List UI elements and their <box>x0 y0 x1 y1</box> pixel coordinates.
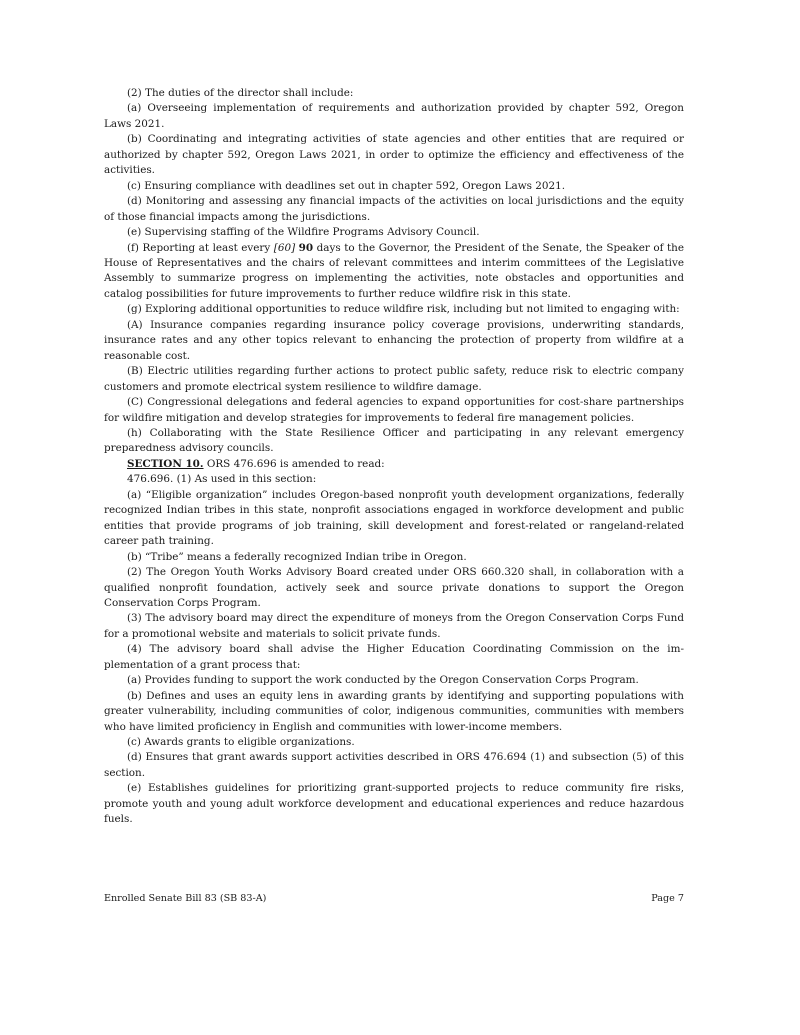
paragraph-duty-a: (a) Overseeing implementation of requirements and authorization provided by chapter 592, Oregon Laws 2021. <box>104 102 684 130</box>
paragraph-definition-a: (a) “Eligible organization” includes Oregon-based nonprofit youth development organizations, federally recognized Indian tribes in this state, nonprofit associations engaged in workforce development and public entities that provide programs of job training, skill development and forest-related or rangeland-related career path training. <box>104 488 684 548</box>
paragraph-duty-d: (d) Monitoring and assessing any financial impacts of the activities on local jurisdictions and the equity of those financial impacts among the jurisdictions. <box>104 195 684 223</box>
paragraph-section-10 <box>104 457 684 472</box>
paragraph-duty-e: (e) Supervising staffing of the Wildfire Programs Advisory Council. <box>127 226 480 239</box>
paragraph-duty-g-B: (B) Electric utilities regarding further actions to protect public safety, reduce risk to electric company customers and promote electrical system resilience to wildfire damage. <box>104 365 684 393</box>
paragraph-subsection-2: (2) The Oregon Youth Works Advisory Board created under ORS 660.320 shall, in collaboration with a qualified nonprofit foundation, actively seek and source private donations to support the Oregon Conservation Corps Program. <box>104 566 684 609</box>
paragraph-duty-h: (h) Collaborating with the State Resilience Officer and participating in any relevant emergency preparedness advisory councils. <box>104 426 684 455</box>
paragraph-grant-a: (a) Provides funding to support the work conducted by the Oregon Conservation Corps Program. <box>127 674 639 687</box>
added-text: 90 <box>298 241 314 254</box>
paragraph-ors-476-696: 476.696. (1) As used in this section: <box>127 473 317 486</box>
paragraph-duty-g-A: (A) Insurance companies regarding insurance policy coverage provisions, underwriting standards, insurance rates and any other topics relevant to enhancing the protection of property from wildfire at a reasonable cost. <box>104 318 684 362</box>
page-number: Page 7 <box>651 893 684 904</box>
paragraph-grant-b: (b) Defines and uses an equity lens in awarding grants by identifying and supporting populations with greater vulnerability, including communities of color, indigenous communities, communities with members who have limited proficiency in English and communities with lower-income members. <box>104 689 684 733</box>
paragraph-duty-g: (g) Exploring additional opportunities to reduce wildfire risk, including but not limited to engaging with: <box>127 303 680 316</box>
paragraph-duty-f <box>104 241 684 303</box>
bill-identifier: Enrolled Senate Bill 83 (SB 83-A) <box>104 893 267 904</box>
paragraph-duty-g-C: (C) Congressional delegations and federal agencies to expand opportunities for cost-share partnerships for wildfire mitigation and develop strategies for improvements to federal fire management policies. <box>104 396 684 424</box>
paragraph-subsection-4: (4) The advisory board shall advise the Higher Education Coordinating Commission on the implementation of a grant process that: <box>104 643 684 671</box>
section-heading: SECTION 10. <box>127 457 204 470</box>
duty-f-text-start: (f) Reporting at least every <box>127 241 274 254</box>
document-body <box>104 86 684 828</box>
paragraph-duty-b: (b) Coordinating and integrating activities of state agencies and other entities that are required or authorized by chapter 592, Oregon Laws 2021, in order to optimize the efficiency and effectiveness of the activities. <box>104 133 684 177</box>
paragraph-subsection-3: (3) The advisory board may direct the expenditure of moneys from the Oregon Conservation Corps Fund for a promotional website and materials to solicit private funds. <box>104 612 684 640</box>
paragraph-duty-c: (c) Ensuring compliance with deadlines set out in chapter 592, Oregon Laws 2021. <box>127 179 566 192</box>
paragraph-grant-e: (e) Establishes guidelines for prioritizing grant-supported projects to reduce community fire risks, promote youth and young adult workforce development and educational experiences and reduce hazardous fuels. <box>104 782 684 826</box>
duty-f-text-end: days to the Governor, the President of the Senate, the Speaker of the House of Representatives and the chairs of relevant committees and interim committees of the Legislative Assembly to summarize progress on implementing the activities, note obstacles and opportunities and catalog possibilities for future improvements to further reduce wildfire risk in this state. <box>104 241 685 300</box>
paragraph-grant-d: (d) Ensures that grant awards support activities described in ORS 476.694 (1) and subsection (5) of this section. <box>104 751 684 779</box>
paragraph-definition-b: (b) “Tribe” means a federally recognized Indian tribe in Oregon. <box>127 550 467 563</box>
paragraph-duties-intro: (2) The duties of the director shall include: <box>127 87 354 99</box>
paragraph-grant-c: (c) Awards grants to eligible organizations. <box>127 736 355 749</box>
deleted-text: [60] <box>273 241 296 254</box>
section-amendment-text: ORS 476.696 is amended to read: <box>203 457 385 470</box>
